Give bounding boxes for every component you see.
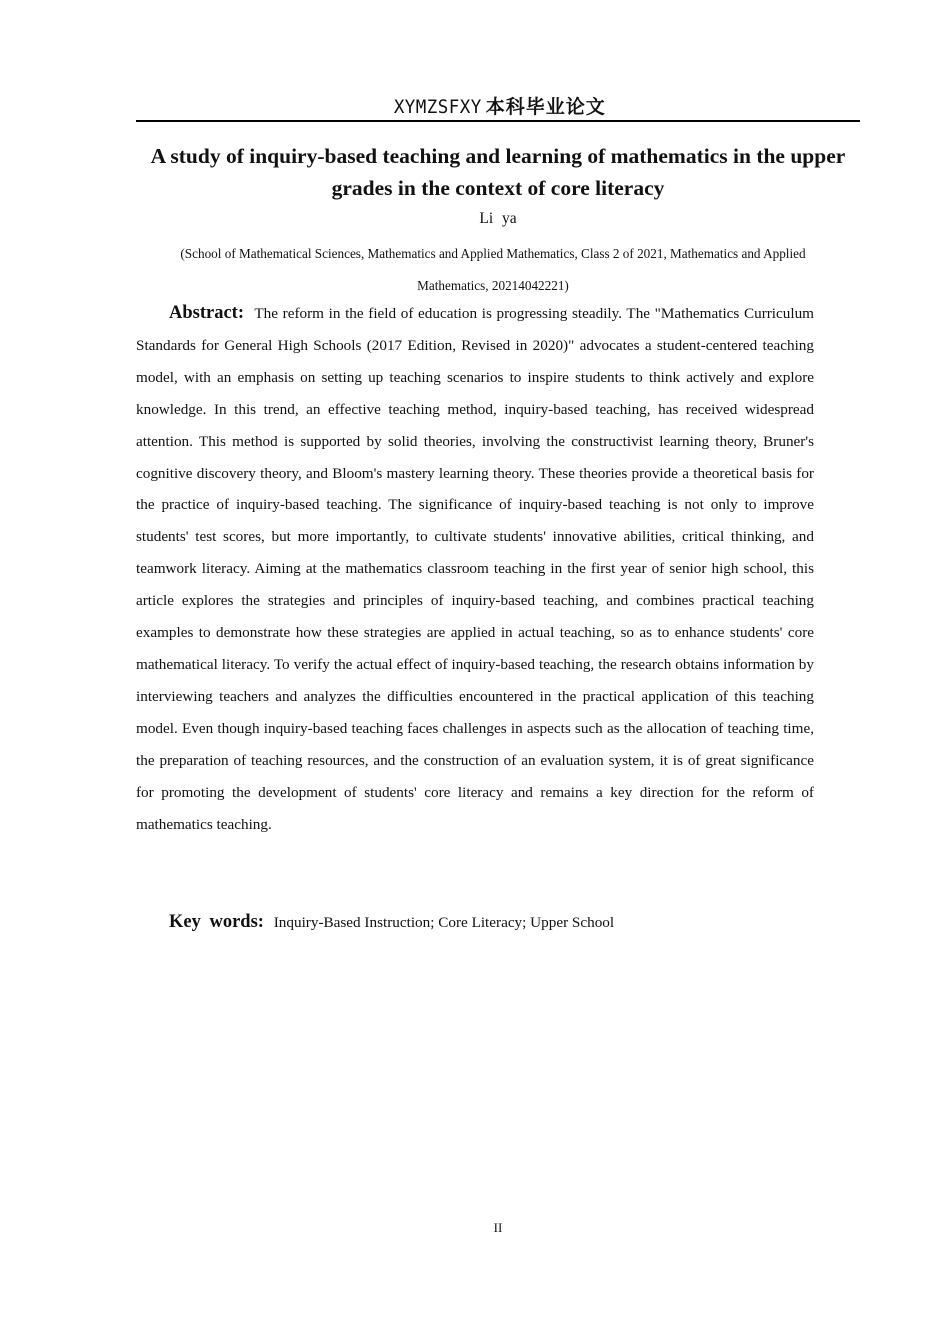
page-number: II: [493, 1220, 503, 1235]
running-header: [136, 92, 860, 122]
keywords-text: Inquiry-Based Instruction; Core Literacy; Upper School: [273, 914, 615, 931]
header-school-code: XYMZSFXY: [394, 96, 482, 118]
header-thesis-type: 本科毕业论文: [485, 96, 606, 118]
paper-title: A study of inquiry-based teaching and learning of mathematics in the upper grades in the context of core literacy: [150, 144, 846, 200]
author-affiliation: (School of Mathematical Sciences, Mathematics and Applied Mathematics, Class 2 of 2021, Mathematics and Applied Mathematics, 20214042221): [180, 246, 806, 293]
abstract-paragraph: [136, 298, 814, 840]
author-name: Li ya: [479, 210, 517, 227]
keywords-line: [169, 906, 859, 939]
abstract-label: Abstract:: [169, 303, 245, 323]
keywords-label: Key words:: [169, 912, 264, 932]
abstract-text: The reform in the field of education is progressing steadily. The "Mathematics Curriculum Standards for General High Schools (2017 Edition, Revised in 2020)" advocates a student-centered teaching model, with an emphasis on setting up teaching scenarios to inspire students to think actively and explore knowledge. In this trend, an effective teaching method, inquiry-based teaching, has received widespread attention. This method is supported by solid theories, involving the constructivist learning theory, Bruner's cognitive discovery theory, and Bloom's mastery learning theory. These theories provide a theoretical basis for the practice of inquiry-based teaching. The significance of inquiry-based teaching is not only to improve students' test scores, but more importantly, to cultivate students' innovative abilities, critical thinking, and teamwork literacy. Aiming at the mathematics classroom teaching in the first year of senior high school, this article explores the strategies and principles of inquiry-based teaching, and combines practical teaching examples to demonstrate how these strategies are applied in actual teaching, so as to enhance students' core mathematical literacy. To verify the actual effect of inquiry-based teaching, the research obtains information by interviewing teachers and analyzes the difficulties encountered in the practical application of this teaching model. Even though inquiry-based teaching faces challenges in aspects such as the allocation of teaching time, the preparation of teaching resources, and the construction of an evaluation system, it is of great significance for promoting the development of students' core literacy and remains a key direction for the reform of mathematics teaching.: [136, 305, 814, 833]
